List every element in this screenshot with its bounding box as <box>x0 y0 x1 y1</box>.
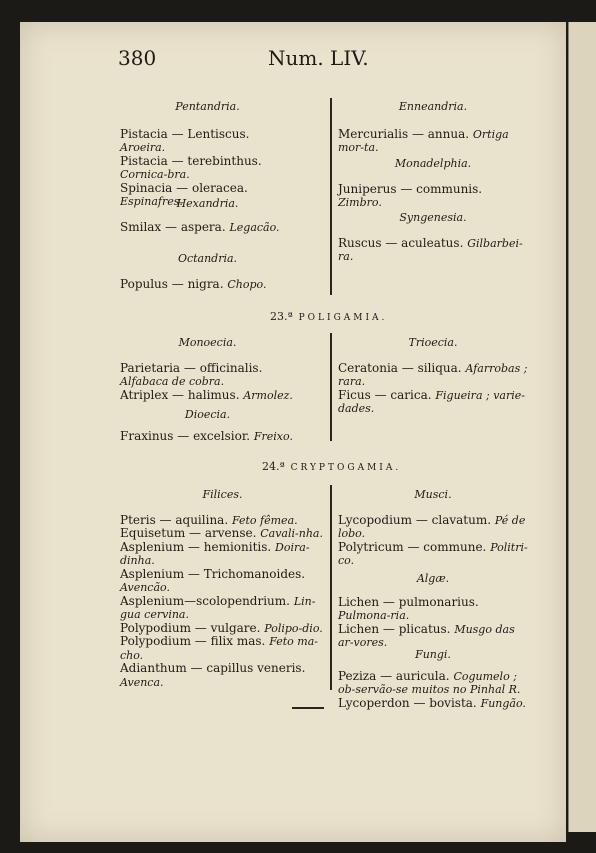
section-title: Hexandria. <box>176 197 239 210</box>
class-heading-24: 24.ª CRYPTOGAMIA. <box>262 460 402 473</box>
section-title: Syngenesia. <box>399 211 467 224</box>
section-filices <box>120 488 325 689</box>
end-rule <box>292 707 324 709</box>
section-title: Filices. <box>202 488 243 501</box>
section-fungi <box>338 648 528 710</box>
section-monoecia <box>120 336 295 402</box>
list-item: Polytricum — commune. Politri-co. <box>338 539 528 567</box>
section-pentandria <box>120 100 295 209</box>
list-item: Polypodium — vulgare. Polipo-dio. <box>120 620 323 635</box>
list-item: Lichen — plicatus. Musgo das ar-vores. <box>338 621 515 649</box>
list-item: Parietaria — officinalis. Alfabaca de cobra. <box>120 360 263 388</box>
list-item: Lichen — pulmonarius. Pulmona-ria. <box>338 594 479 622</box>
list-item: Populus — nigra. Chopo. <box>120 276 267 291</box>
section-trioecia <box>338 336 528 416</box>
list-item: Spinacia — oleracea. Espinafres. <box>120 180 248 208</box>
list-item: Lycopodium — clavatum. Pé de lobo. <box>338 512 526 540</box>
list-item: Juniperus — communis. Zimbro. <box>338 181 483 209</box>
column-divider-middle <box>330 333 332 441</box>
section-title: Monadelphia. <box>394 157 472 170</box>
list-item: Equisetum — arvense. Cavali-nha. <box>120 526 323 540</box>
list-item: Ficus — carica. Figueira ; varie-dades. <box>338 387 525 415</box>
section-title: Pentandria. <box>175 100 240 113</box>
list-item: Pistacia — Lentiscus. Aroeira. <box>120 126 250 154</box>
list-item: Adianthum — capillus veneris. Avenca. <box>120 661 306 689</box>
facing-page-edge <box>568 22 596 832</box>
list-item: Ceratonia — siliqua. Afarrobas ; rara. <box>338 360 528 388</box>
list-item: Peziza — auricula. Cogumelo ; ob-servão-se muitos no Pinhal R. <box>338 668 521 696</box>
list-item: Asplenium — hemionitis. Doira-dinha. <box>120 539 310 567</box>
list-item: Fraxinus — excelsior. Freixo. <box>120 428 293 443</box>
list-item: Pteris — aquilina. Feto fêmea. <box>120 512 298 527</box>
section-monadelphia <box>338 157 528 210</box>
list-item: Asplenium — Trichomanoides. Avencão. <box>120 566 306 594</box>
section-syngenesia <box>338 211 528 264</box>
section-title: Fungi. <box>415 648 451 661</box>
section-dioecia <box>120 408 295 443</box>
section-title: Monoecia. <box>178 336 237 349</box>
list-item: Smilax — aspera. Legacão. <box>120 219 280 234</box>
section-title: Musci. <box>414 488 452 501</box>
section-title: Octandria. <box>177 252 238 265</box>
section-hexandria <box>120 197 295 234</box>
section-enneandria <box>338 100 528 155</box>
class-heading-23: 23.ª POLIGAMIA. <box>270 310 388 323</box>
section-algae <box>338 572 528 650</box>
section-title: Trioecia. <box>408 336 458 349</box>
list-item: Atriplex — halimus. Armolez. <box>120 387 293 402</box>
section-title: Algæ. <box>416 572 450 585</box>
list-item: Polypodium — filix mas. Feto ma-cho. <box>120 634 318 662</box>
list-item: Ruscus — aculeatus. Gilbarbei-ra. <box>338 235 523 263</box>
list-item: Mercurialis — annua. Ortiga mor-ta. <box>338 126 509 154</box>
list-item: Pistacia — terebinthus. Cornica-bra. <box>120 153 262 181</box>
section-octandria <box>120 252 295 291</box>
section-musci <box>338 488 528 568</box>
list-item: Lycoperdon — bovista. Fungão. <box>338 695 526 710</box>
column-divider-top <box>330 98 332 295</box>
section-title: Dioecia. <box>184 408 231 421</box>
list-item: Asplenium—scolopendrium. Lin-gua cervina. <box>120 593 316 621</box>
column-divider-bottom <box>330 485 332 690</box>
section-title: Enneandria. <box>398 100 468 113</box>
running-title: Num. LIV. <box>268 46 369 70</box>
page-number: 380 <box>118 46 157 70</box>
